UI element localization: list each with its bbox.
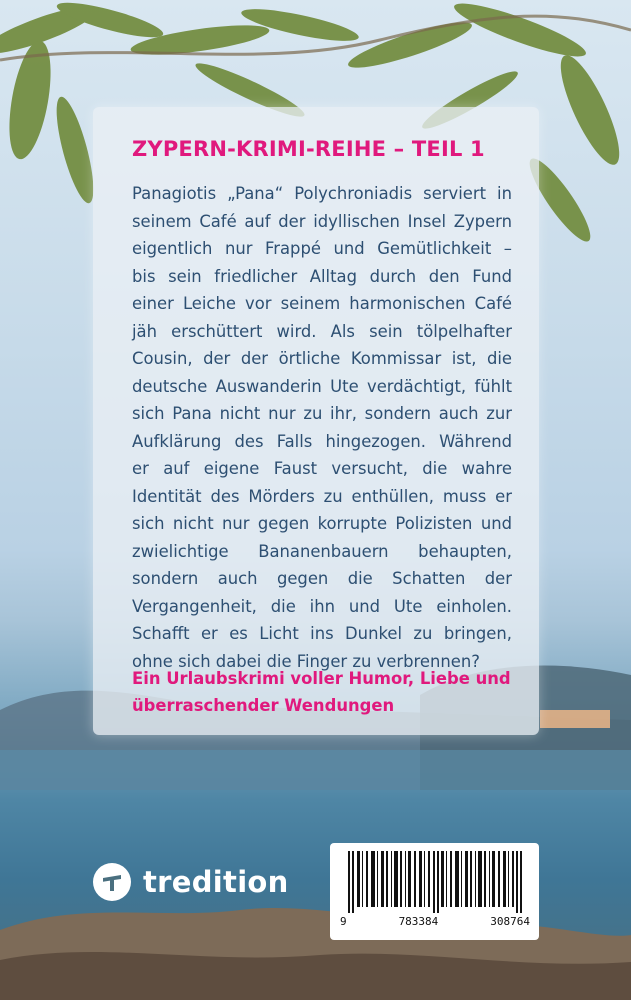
isbn-prefix: 9 [340, 915, 347, 928]
blurb-line: er auf eigene Faust versucht, die wahre [132, 459, 512, 478]
blurb-line: sich nicht nur gegen korrupte Polizisten und [132, 514, 512, 533]
blurb-line: deutsche Auswanderin Ute verdächtigt, fühlt [132, 376, 512, 396]
tagline-line: Ein Urlaubskrimi voller Humor, Liebe und [132, 669, 511, 688]
isbn-group-2: 308764 [490, 915, 530, 928]
isbn-number [340, 915, 530, 928]
tagline [132, 665, 522, 719]
blurb-line: sondern auch gegen die Schatten der [132, 569, 512, 588]
blurb-line: Schafft er es Licht ins Dunkel zu bringen, [132, 624, 512, 643]
blurb-line: sich Pana nicht nur zu ihr, sondern auch zur [132, 404, 512, 423]
tredition-logo-icon [93, 863, 131, 901]
isbn-group-1: 783384 [398, 915, 439, 928]
blurb-line: Cousin, der der örtliche Kommissar ist, die [132, 349, 512, 368]
blurb-line: seinem Café auf der idyllischen Insel Zypern [132, 211, 512, 231]
series-title: ZYPERN-KRIMI-REIHE – TEIL 1 [132, 137, 485, 161]
blurb-line: Panagiotis „Pana“ Polychroniadis serviert in [132, 184, 512, 203]
blurb-line: einer Leiche vor seinem harmonischen Café [132, 294, 512, 313]
publisher-logo [93, 862, 289, 902]
tagline-line: überraschender Wendungen [132, 696, 395, 715]
blurb-line: zwielichtige Bananenbauern behaupten, [132, 541, 512, 561]
blurb-line: Identität des Mörders zu enthüllen, muss er [132, 486, 512, 506]
blurb-text [132, 180, 512, 675]
blurb-line: jäh erschüttert wird. Als sein tölpelhafter [132, 321, 512, 341]
barcode-icon [340, 851, 530, 913]
blurb-line: eigentlich nur Frappé und Gemütlichkeit – [132, 239, 512, 258]
blurb-line: Vergangenheit, die ihn und Ute einholen. [132, 596, 512, 616]
isbn-barcode [330, 843, 539, 940]
publisher-name: tredition [143, 865, 289, 899]
blurb-line: Aufklärung des Falls hingezogen. Während [132, 431, 512, 451]
blurb-line: bis sein friedlicher Alltag durch den Fund [132, 266, 512, 286]
blurb-line: ohne sich dabei die Finger zu verbrennen? [132, 651, 480, 671]
